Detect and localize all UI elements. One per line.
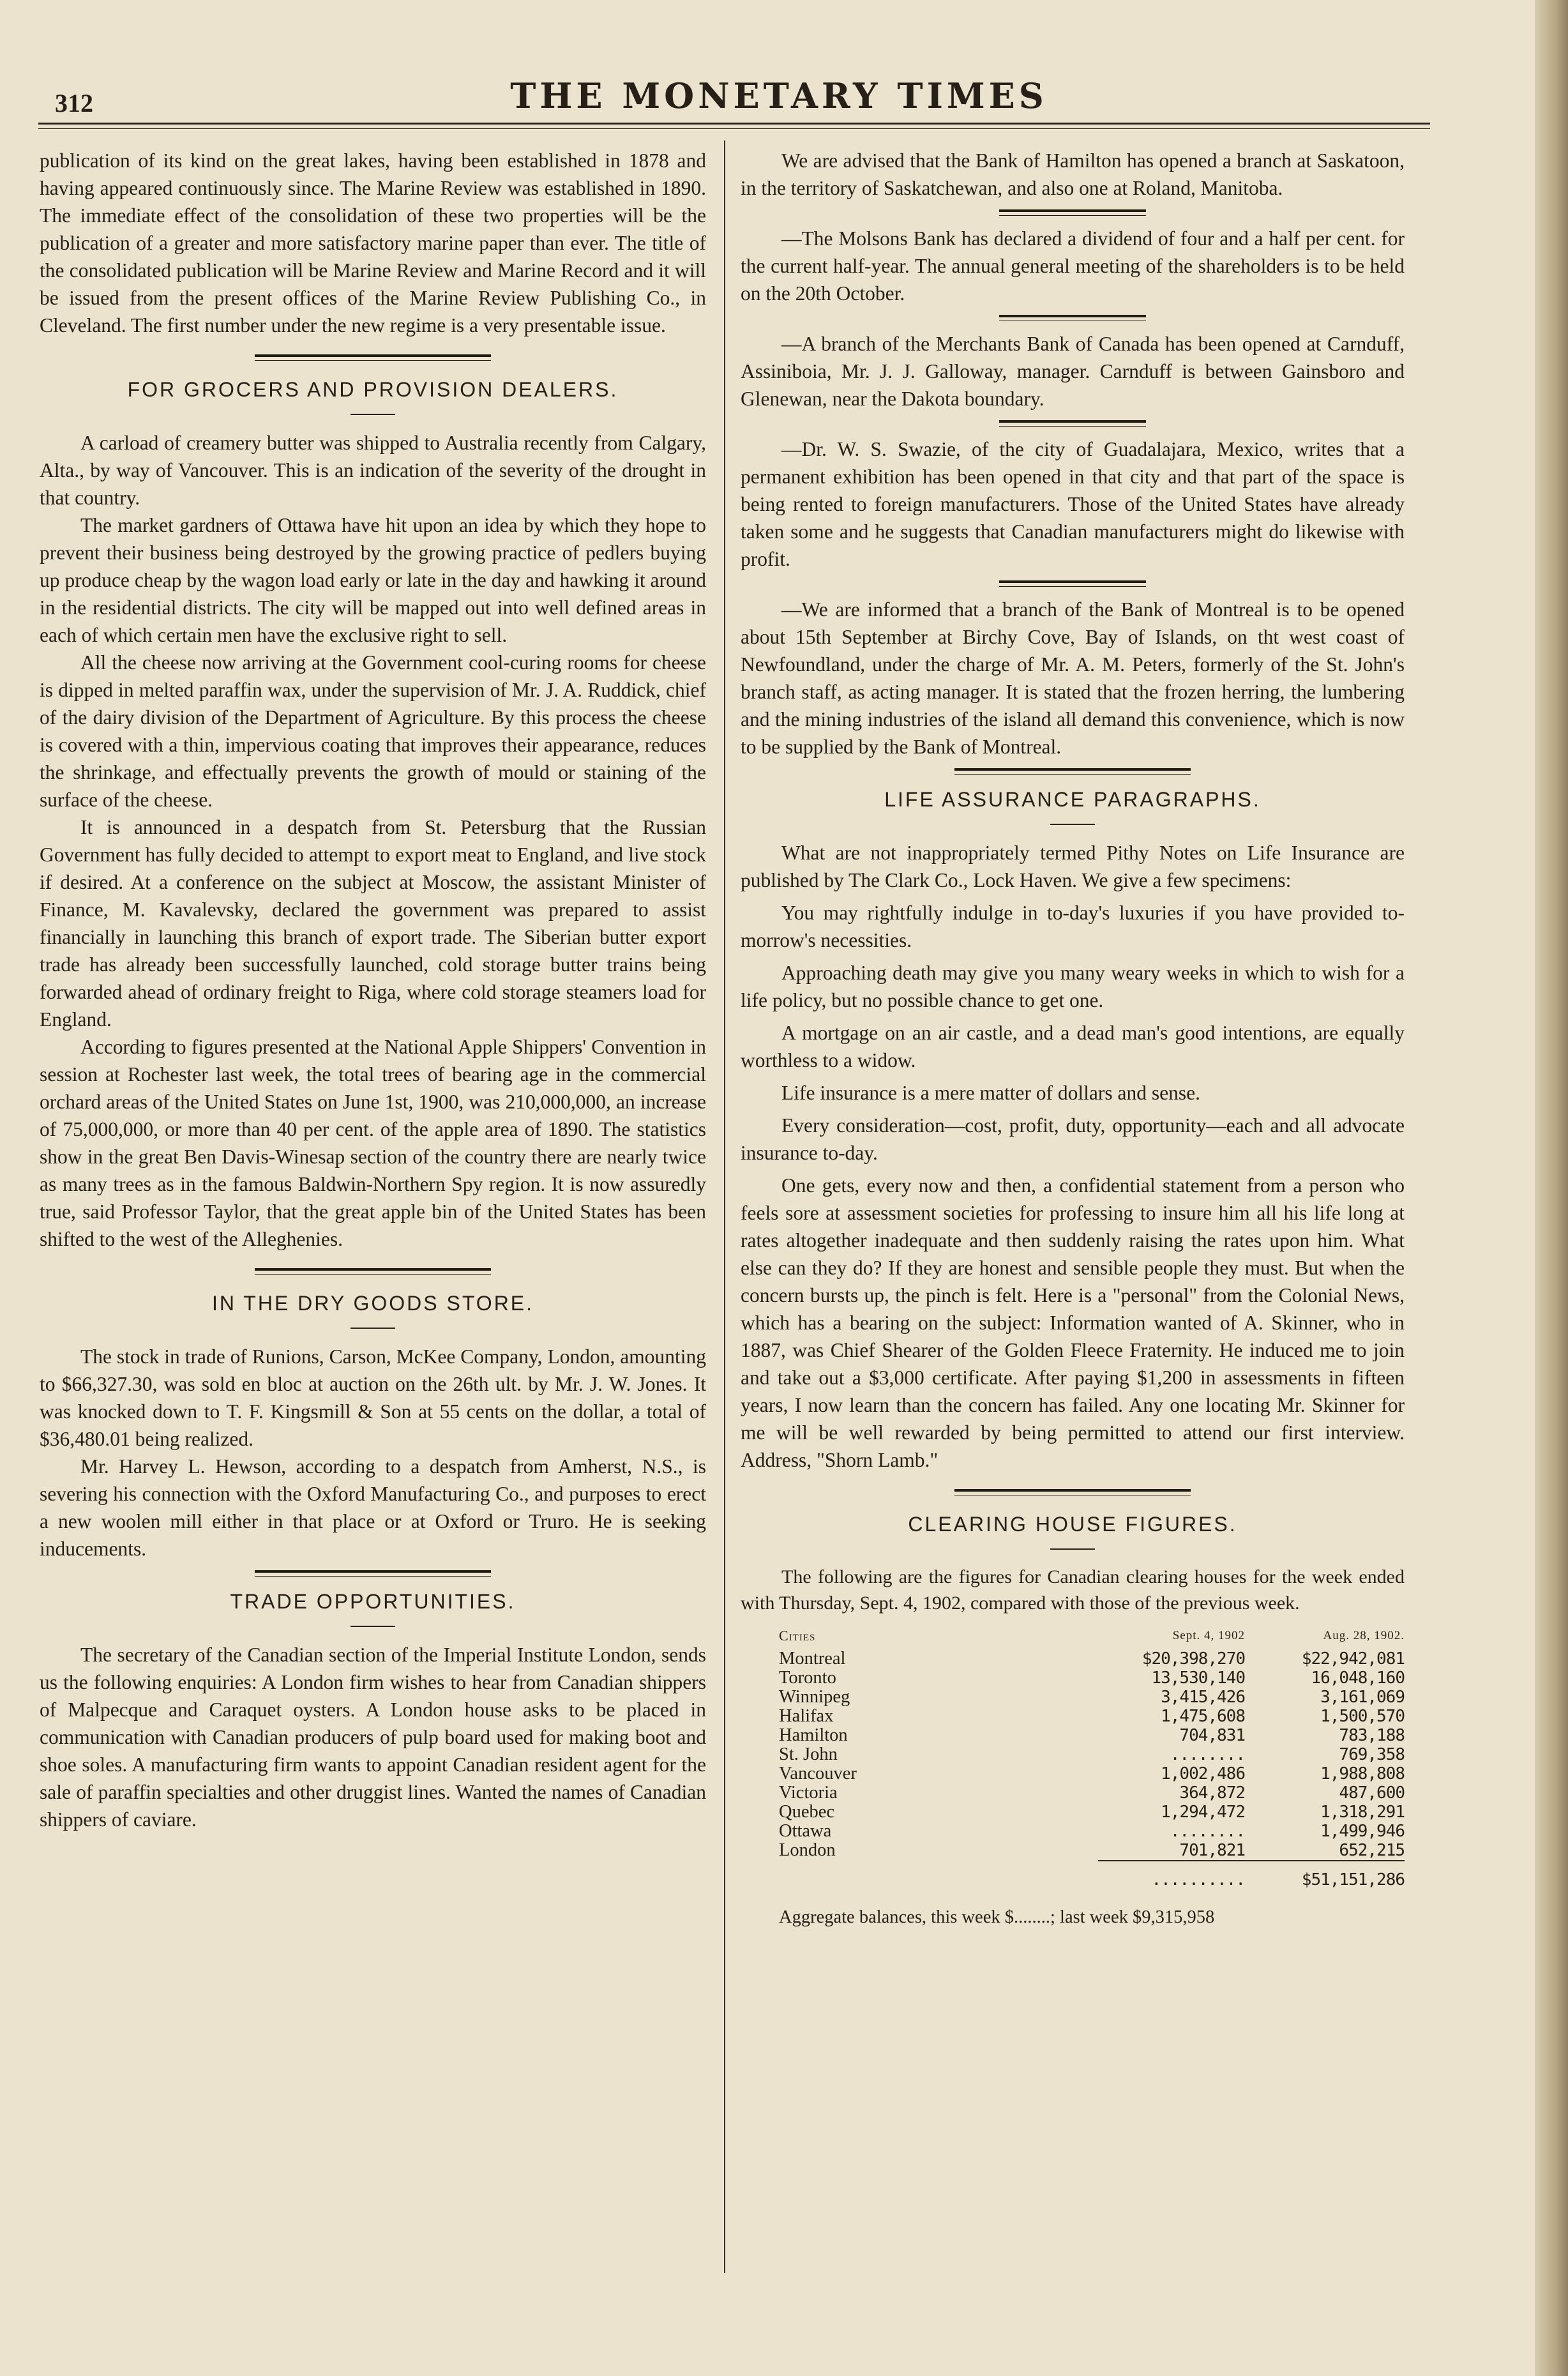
city-name: Quebec — [779, 1803, 835, 1822]
table-row — [741, 1649, 1405, 1668]
item-separator — [999, 580, 1146, 587]
city-name: Vancouver — [779, 1764, 857, 1783]
article-paragraph: The stock in trade of Runions, Carson, McKee Company, London, amounting to $66,327.30, was sold en bloc at auction on the 26th ult. by Mr. J. W. Jones. It was knocked down to T. F. Kingsmill & Son at 55 cents on the dollar, a total of $36,480.01 being realized. — [40, 1345, 706, 1450]
masthead-title: THE MONETARY TIMES — [510, 75, 1048, 116]
article-paragraph: A carload of creamery butter was shipped to Australia recently from Calgary, Alta., by way of Vancouver. This is an indication of the severity of the drought in that country. — [40, 432, 706, 509]
clearing-house-table — [741, 1626, 1405, 1889]
sept-figure: 1,294,472 — [1161, 1803, 1245, 1822]
sept-figure: 1,002,486 — [1161, 1764, 1245, 1783]
page-number: 312 — [55, 89, 93, 117]
sept-figure: 364,872 — [1179, 1783, 1245, 1803]
sept-figure: 701,821 — [1179, 1841, 1245, 1860]
table-row — [741, 1841, 1405, 1861]
clearing-house-rows — [741, 1649, 1405, 1889]
table-row — [741, 1668, 1405, 1688]
aug-figure: 487,600 — [1339, 1783, 1405, 1803]
item-separator — [999, 315, 1146, 321]
table-row — [741, 1688, 1405, 1707]
city-name: Toronto — [779, 1668, 836, 1688]
sept-figure: 704,831 — [1179, 1726, 1245, 1745]
city-name: Ottawa — [779, 1822, 832, 1841]
section-separator — [255, 1268, 491, 1275]
aug-figure: 3,161,069 — [1320, 1688, 1405, 1707]
city-name: London — [779, 1841, 836, 1860]
page-header — [51, 75, 1507, 117]
aug-figure: 652,215 — [1339, 1841, 1405, 1860]
totals-row — [741, 1861, 1405, 1889]
city-name: Victoria — [779, 1783, 838, 1803]
table-row — [741, 1745, 1405, 1764]
marine-review-paragraph: publication of its kind on the great lakes, having been established in 1878 and having appeared continuously since. The Marine Review was established in 1890. The immediate effect of the consolidation of these two properties will be the publication of a greater and more satisfactory marine paper than ever. The title of the consolidated publication will be Marine Review and Marine Record and it will be issued from the present offices of the Marine Review Publishing Co., in Cleveland. The first number under the new regime is a very presentable issue. — [40, 149, 706, 337]
article-paragraph: One gets, every now and then, a confidential statement from a person who feels sore at assessment societies for professing to insure him all his life long at rates altogether inadequate and then suddenly raising the rates upon him. What else can they do? If they are honest and sensible people they must. But when the concern bursts up, the pinch is felt. Here is a "personal" from the Colonial News, which has a bearing on the subject: Information wanted of A. Skinner, who in 1887, was Chief Shearer of the Golden Fleece Fraternity. He induced me to join and take out a $3,000 certificate. After paying $1,200 in assessments in fifteen years, I now learn than the concern has failed. Any one locating Mr. Skinner for me will be well rewarded by being permitted to attend our first interview. Address, "Shorn Lamb." — [741, 1174, 1405, 1471]
grocers-heading: FOR GROCERS AND PROVISION DEALERS. — [40, 376, 706, 415]
banking-paragraph: We are advised that the Bank of Hamilton has opened a branch at Saskatoon, in the territory of Saskatchewan, and also one at Roland, Manitoba. — [741, 149, 1405, 199]
sept-figure: 3,415,426 — [1161, 1688, 1245, 1707]
article-paragraph: It is announced in a despatch from St. Petersburg that the Russian Government has fully decided to attempt to export meat to England, and live stock if desired. At a conference on the subject at Moscow, the assistant Minister of Finance, M. Kavalevsky, declared the government was prepared to assist financially in launching this branch of export trade. The Siberian butter export trade has already been successfully launched, cold storage butter trains being forwarded ahead of ordinary freight to Riga, where cold storage steamers load for England. — [40, 816, 706, 1031]
column-header-sept: Sept. 4, 1902 — [1172, 1629, 1245, 1642]
sept-figure: ........ — [1170, 1745, 1245, 1764]
table-row — [741, 1803, 1405, 1822]
aug-figure: $22,942,081 — [1301, 1649, 1405, 1668]
table-header-row — [741, 1626, 1405, 1649]
clearing-house-heading: CLEARING HOUSE FIGURES. — [741, 1511, 1405, 1550]
totals-label-cell — [741, 1861, 1098, 1889]
article-paragraph: All the cheese now arriving at the Government cool-curing rooms for cheese is dipped in melted paraffin wax, under the supervision of Mr. J. A. Ruddick, chief of the dairy division of the Department of Agriculture. By this process the cheese is covered with a thin, impervious coating that improves their appearance, reduces the shrinkage, and effectually prevents the growth of mould or staining of the surface of the cheese. — [40, 651, 706, 811]
header-rule — [38, 123, 1430, 129]
city-name: St. John — [779, 1745, 838, 1764]
sept-figure: ........ — [1170, 1822, 1245, 1841]
article-paragraph: What are not inappropriately termed Pithy Notes on Life Insurance are published by The Clark Co., Lock Haven. We give a few specimens: — [741, 842, 1405, 891]
life-assurance-heading: LIFE ASSURANCE PARAGRAPHS. — [741, 786, 1405, 825]
item-separator — [999, 209, 1146, 216]
aug-figure: 1,499,946 — [1320, 1822, 1405, 1841]
article-paragraph: Mr. Harvey L. Hewson, according to a despatch from Amherst, N.S., is severing his connection with the Oxford Manufacturing Co., and purposes to erect a new woolen mill either in that place or at Oxford or Truro. He is seeking inducements. — [40, 1455, 706, 1560]
section-separator — [954, 768, 1191, 775]
city-name: Montreal — [779, 1649, 846, 1668]
city-name: Winnipeg — [779, 1688, 850, 1707]
table-row — [741, 1822, 1405, 1841]
banking-paragraph: —We are informed that a branch of the Bank of Montreal is to be opened about 15th September at Birchy Cove, Bay of Islands, on tht west coast of Newfoundland, under the charge of Mr. A. M. Peters, formerly of the St. John's branch staff, as acting manager. It is stated that the frozen herring, the lumbering and the mining industries of the island all demand this convenience, which is now to be supplied by the Bank of Montreal. — [741, 598, 1405, 758]
aug-figure: 16,048,160 — [1311, 1668, 1405, 1688]
sept-figure: 1,475,608 — [1161, 1707, 1245, 1726]
trade-opportunities-heading: TRADE OPPORTUNITIES. — [40, 1588, 706, 1627]
table-row — [741, 1726, 1405, 1745]
page-binding-edge — [1535, 0, 1568, 2376]
right-column — [741, 147, 1405, 1931]
article-paragraph: Every consideration—cost, profit, duty, opportunity—each and all advocate insurance to-day. — [741, 1114, 1405, 1164]
article-paragraph: The market gardners of Ottawa have hit upon an idea by which they hope to prevent their business being destroyed by the growing practice of pedlers buying up produce cheap by the wagon load early or late in the day and hawking it around in the residential districts. The city will be mapped out into well defined areas in each of which certain men have the exclusive right to sell. — [40, 514, 706, 646]
banking-paragraph: —Dr. W. S. Swazie, of the city of Guadalajara, Mexico, writes that a permanent exhibition has been opened in that city and that part of the space is being rented to foreign manufacturers. Those of the United States have already taken some and he suggests that Canadian manufacturers might do likewise with profit. — [741, 438, 1405, 570]
aug-figure: 1,500,570 — [1320, 1707, 1405, 1726]
table-row — [741, 1707, 1405, 1726]
column-divider — [724, 140, 725, 2273]
banking-paragraph: —A branch of the Merchants Bank of Canada has been opened at Carnduff, Assiniboia, Mr. J. J. Galloway, manager. Carnduff is between Gainsboro and Glenewan, near the Dakota boundary. — [741, 333, 1405, 410]
section-separator — [255, 354, 491, 361]
total-aug: $51,151,286 — [1245, 1861, 1405, 1889]
city-name: Hamilton — [779, 1726, 848, 1745]
item-separator — [999, 420, 1146, 427]
aggregate-balances: Aggregate balances, this week $........; last week $9,315,958 — [779, 1907, 1215, 1927]
sept-figure: $20,398,270 — [1142, 1649, 1245, 1668]
clearing-house-intro: The following are the figures for Canadian clearing houses for the week ended with Thursday, Sept. 4, 1902, compared with those of the previous week. — [741, 1566, 1405, 1614]
article-paragraph: You may rightfully indulge in to-day's luxuries if you have provided to-morrow's necessities. — [741, 902, 1405, 951]
section-separator — [954, 1489, 1191, 1495]
article-paragraph: Life insurance is a mere matter of dollars and sense. — [781, 1082, 1200, 1104]
article-paragraph: A mortgage on an air castle, and a dead man's good intentions, are equally worthless to a widow. — [741, 1022, 1405, 1071]
aug-figure: 769,358 — [1339, 1745, 1405, 1764]
sept-figure: 13,530,140 — [1151, 1668, 1245, 1688]
dry-goods-heading: IN THE DRY GOODS STORE. — [40, 1290, 706, 1329]
aug-figure: 1,988,808 — [1320, 1764, 1405, 1783]
section-separator — [255, 1570, 491, 1577]
article-paragraph: Approaching death may give you many weary weeks in which to wish for a life policy, but no possible chance to get one. — [741, 962, 1405, 1011]
column-header-aug: Aug. 28, 1902. — [1323, 1629, 1405, 1642]
total-sept: .......... — [1098, 1861, 1245, 1889]
banking-paragraph: —The Molsons Bank has declared a dividend of four and a half per cent. for the current half-year. The annual general meeting of the shareholders is to be held on the 20th October. — [741, 227, 1405, 305]
city-name: Halifax — [779, 1707, 834, 1726]
aug-figure: 783,188 — [1339, 1726, 1405, 1745]
table-row — [741, 1783, 1405, 1803]
column-header-cities: Cities — [779, 1628, 816, 1644]
article-paragraph: According to figures presented at the National Apple Shippers' Convention in session at Rochester last week, the total trees of bearing age in the commercial orchard areas of the United States on June 1st, 1900, was 210,000,000, an increase of 75,000,000, or more than 40 per cent. of the apple area of 1890. The statistics show in the great Ben Davis-Winesap section of the country there are nearly twice as many trees as in the famous Baldwin-Northern Spy region. It is now assuredly true, said Professor Taylor, that the great apple bin of the United States has been shifted to the west of the Alleghenies. — [40, 1036, 706, 1250]
table-row — [741, 1764, 1405, 1783]
article-paragraph: The secretary of the Canadian section of the Imperial Institute London, sends us the following enquiries: A London firm wishes to hear from Canadian shippers of Malpecque and Caraquet oysters. A London house asks to be placed in communication with Canadian producers of pulp board used for making boot and shoe soles. A manufacturing firm wants to appoint Canadian resident agent for the sale of paraffin specialties and other druggist lines. Wanted the names of Canadian shippers of caviare. — [40, 1644, 706, 1831]
aug-figure: 1,318,291 — [1320, 1803, 1405, 1822]
left-column — [40, 147, 706, 1833]
